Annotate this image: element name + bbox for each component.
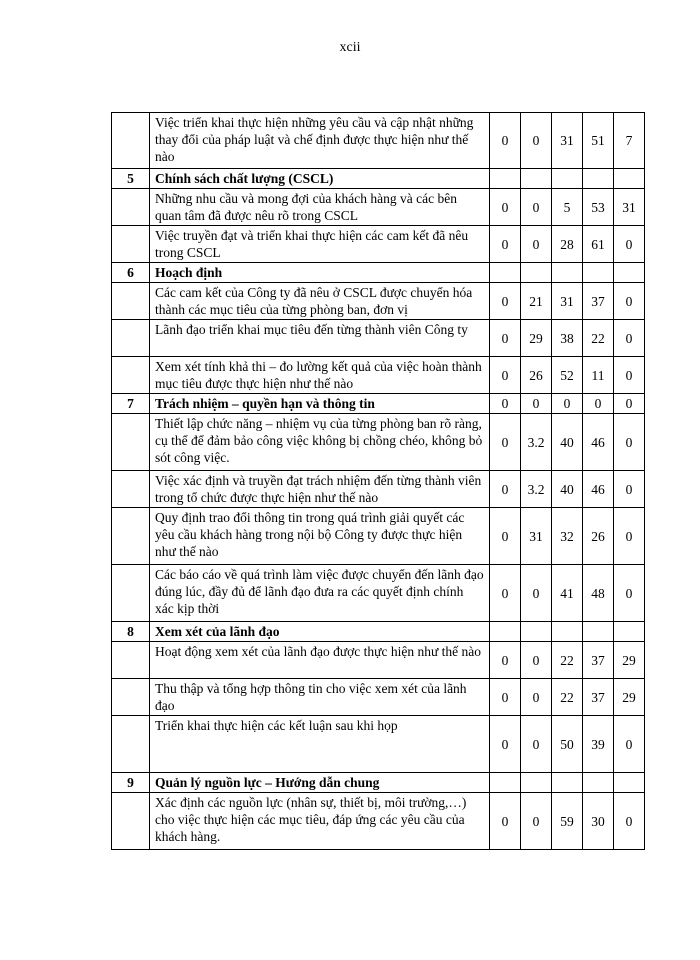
section-number: 8	[112, 622, 150, 642]
score-cell: 0	[490, 414, 521, 471]
section-number	[112, 113, 150, 169]
score-cell: 0	[614, 283, 645, 320]
score-cell: 0	[490, 565, 521, 622]
score-cell: 3.2	[521, 414, 552, 471]
criterion-text: Việc triển khai thực hiện những yêu cầu và cập nhật những thay đổi của pháp luật và chế định được thực hiện như thế nào	[150, 113, 490, 169]
section-number	[112, 508, 150, 565]
score-cell: 21	[521, 283, 552, 320]
criterion-text: Những nhu cầu và mong đợi của khách hàng và các bên quan tâm đã được nêu rõ trong CSCL	[150, 189, 490, 226]
criterion-text: Lãnh đạo triển khai mục tiêu đến từng thành viên Công ty	[150, 320, 490, 357]
score-cell: 0	[490, 189, 521, 226]
score-cell: 0	[490, 226, 521, 263]
score-cell: 0	[614, 394, 645, 414]
table-row	[112, 357, 645, 394]
score-cell: 11	[583, 357, 614, 394]
score-cell	[490, 263, 521, 283]
section-row	[112, 773, 645, 793]
criterion-text: Quy định trao đổi thông tin trong quá trình giải quyết các yêu cầu khách hàng trong nội bộ Công ty được thực hiện như thế nào	[150, 508, 490, 565]
score-cell: 46	[583, 414, 614, 471]
score-cell: 48	[583, 565, 614, 622]
score-cell	[490, 169, 521, 189]
score-cell: 0	[614, 565, 645, 622]
score-cell: 40	[552, 471, 583, 508]
section-title: Quản lý nguồn lực – Hướng dẫn chung	[150, 773, 490, 793]
score-cell: 39	[583, 716, 614, 773]
section-title: Xem xét của lãnh đạo	[150, 622, 490, 642]
score-cell	[552, 773, 583, 793]
score-cell: 0	[521, 679, 552, 716]
score-cell	[614, 263, 645, 283]
score-cell: 0	[614, 226, 645, 263]
score-cell: 29	[614, 642, 645, 679]
score-cell: 0	[490, 642, 521, 679]
score-cell: 31	[552, 283, 583, 320]
table-row	[112, 414, 645, 471]
score-cell	[521, 263, 552, 283]
score-cell: 0	[490, 394, 521, 414]
score-cell: 40	[552, 414, 583, 471]
section-number	[112, 226, 150, 263]
table-row	[112, 716, 645, 773]
score-cell	[552, 169, 583, 189]
score-cell: 0	[583, 394, 614, 414]
score-cell: 0	[614, 471, 645, 508]
criterion-text: Triển khai thực hiện các kết luận sau khi họp	[150, 716, 490, 773]
survey-table-body	[112, 113, 645, 850]
table-row	[112, 793, 645, 850]
section-row	[112, 394, 645, 414]
section-row	[112, 622, 645, 642]
score-cell	[552, 622, 583, 642]
score-cell: 37	[583, 679, 614, 716]
score-cell: 22	[583, 320, 614, 357]
score-cell	[583, 622, 614, 642]
score-cell: 0	[490, 793, 521, 850]
criterion-text: Thu thập và tổng hợp thông tin cho việc xem xét của lãnh đạo	[150, 679, 490, 716]
section-number	[112, 716, 150, 773]
score-cell: 0	[552, 394, 583, 414]
score-cell: 0	[521, 394, 552, 414]
score-cell: 0	[521, 189, 552, 226]
score-cell: 22	[552, 679, 583, 716]
score-cell	[614, 622, 645, 642]
section-title: Hoạch định	[150, 263, 490, 283]
score-cell: 26	[583, 508, 614, 565]
survey-table	[111, 112, 645, 850]
score-cell: 0	[490, 283, 521, 320]
table-row	[112, 642, 645, 679]
score-cell: 37	[583, 283, 614, 320]
score-cell: 3.2	[521, 471, 552, 508]
criterion-text: Xác định các nguồn lực (nhân sự, thiết bị, môi trường,…) cho việc thực hiện các mục tiêu, đáp ứng các yêu cầu của khách hàng.	[150, 793, 490, 850]
section-number	[112, 642, 150, 679]
score-cell: 0	[490, 113, 521, 169]
section-number	[112, 414, 150, 471]
section-number	[112, 471, 150, 508]
table-row	[112, 283, 645, 320]
section-number	[112, 283, 150, 320]
table-row	[112, 471, 645, 508]
score-cell: 0	[521, 113, 552, 169]
section-number	[112, 793, 150, 850]
table-row	[112, 565, 645, 622]
section-number: 6	[112, 263, 150, 283]
score-cell: 50	[552, 716, 583, 773]
score-cell: 0	[490, 679, 521, 716]
score-cell: 26	[521, 357, 552, 394]
score-cell: 30	[583, 793, 614, 850]
score-cell	[521, 169, 552, 189]
criterion-text: Hoạt động xem xét của lãnh đạo được thực hiện như thế nào	[150, 642, 490, 679]
score-cell: 31	[521, 508, 552, 565]
score-cell: 46	[583, 471, 614, 508]
score-cell: 0	[614, 508, 645, 565]
score-cell: 0	[521, 226, 552, 263]
score-cell: 0	[614, 357, 645, 394]
criterion-text: Thiết lập chức năng – nhiệm vụ của từng phòng ban rõ ràng, cụ thể để đảm bảo công việc không bị chồng chéo, không bỏ sót công việc.	[150, 414, 490, 471]
score-cell: 0	[490, 508, 521, 565]
score-cell: 0	[614, 793, 645, 850]
criterion-text: Xem xét tính khả thi – đo lường kết quả của việc hoàn thành mục tiêu được thực hiện như thế nào	[150, 357, 490, 394]
table-row	[112, 320, 645, 357]
section-number	[112, 320, 150, 357]
score-cell	[583, 169, 614, 189]
score-cell: 41	[552, 565, 583, 622]
page-number: xcii	[339, 40, 361, 55]
score-cell: 5	[552, 189, 583, 226]
table-row	[112, 226, 645, 263]
score-cell: 51	[583, 113, 614, 169]
section-number: 5	[112, 169, 150, 189]
section-number	[112, 565, 150, 622]
section-row	[112, 169, 645, 189]
score-cell: 0	[521, 642, 552, 679]
score-cell: 0	[490, 471, 521, 508]
score-cell: 29	[614, 679, 645, 716]
score-cell: 61	[583, 226, 614, 263]
table-row	[112, 508, 645, 565]
score-cell	[521, 622, 552, 642]
score-cell: 53	[583, 189, 614, 226]
score-cell	[614, 169, 645, 189]
score-cell: 0	[614, 320, 645, 357]
table-row	[112, 189, 645, 226]
section-number	[112, 189, 150, 226]
section-number	[112, 679, 150, 716]
score-cell: 32	[552, 508, 583, 565]
score-cell: 0	[490, 320, 521, 357]
score-cell: 28	[552, 226, 583, 263]
score-cell: 7	[614, 113, 645, 169]
score-cell: 0	[614, 716, 645, 773]
score-cell: 37	[583, 642, 614, 679]
table-row	[112, 113, 645, 169]
score-cell	[490, 622, 521, 642]
score-cell: 31	[552, 113, 583, 169]
table-row	[112, 679, 645, 716]
section-number: 9	[112, 773, 150, 793]
score-cell: 0	[521, 565, 552, 622]
score-cell: 31	[614, 189, 645, 226]
section-title: Chính sách chất lượng (CSCL)	[150, 169, 490, 189]
score-cell	[521, 773, 552, 793]
section-row	[112, 263, 645, 283]
score-cell: 59	[552, 793, 583, 850]
score-cell: 0	[490, 716, 521, 773]
score-cell: 29	[521, 320, 552, 357]
score-cell: 52	[552, 357, 583, 394]
criterion-text: Việc truyền đạt và triển khai thực hiện các cam kết đã nêu trong CSCL	[150, 226, 490, 263]
score-cell: 0	[521, 716, 552, 773]
score-cell	[614, 773, 645, 793]
score-cell	[552, 263, 583, 283]
section-title: Trách nhiệm – quyền hạn và thông tin	[150, 394, 490, 414]
criterion-text: Các báo cáo về quá trình làm việc được chuyển đến lãnh đạo đúng lúc, đầy đủ để lãnh đạo đưa ra các quyết định chính xác kịp thời	[150, 565, 490, 622]
score-cell	[583, 773, 614, 793]
score-cell: 0	[521, 793, 552, 850]
score-cell: 0	[614, 414, 645, 471]
criterion-text: Việc xác định và truyền đạt trách nhiệm đến từng thành viên trong tổ chức được thực hiện như thế nào	[150, 471, 490, 508]
section-number	[112, 357, 150, 394]
section-number: 7	[112, 394, 150, 414]
score-cell: 38	[552, 320, 583, 357]
score-cell: 0	[490, 357, 521, 394]
criterion-text: Các cam kết của Công ty đã nêu ở CSCL được chuyển hóa thành các mục tiêu của từng phòng ban, đơn vị	[150, 283, 490, 320]
score-cell	[490, 773, 521, 793]
score-cell: 22	[552, 642, 583, 679]
score-cell	[583, 263, 614, 283]
